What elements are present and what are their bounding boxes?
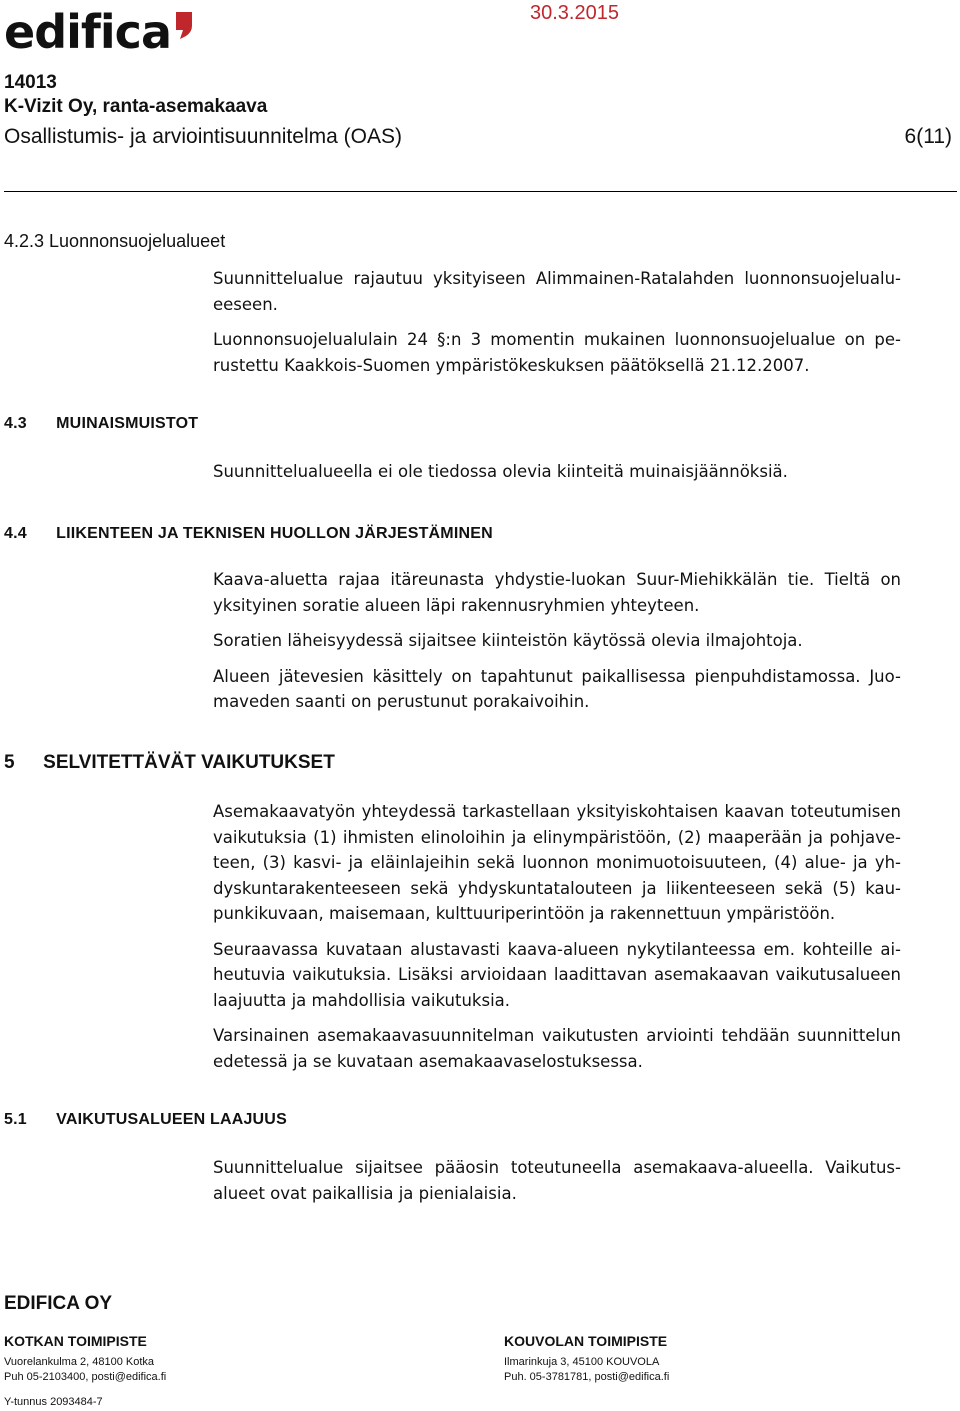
heading-number: 4.3 bbox=[4, 415, 27, 432]
section-4-2-3-body bbox=[213, 266, 901, 388]
section-4-4-body bbox=[213, 567, 901, 725]
paragraph bbox=[213, 628, 901, 654]
office-title: KOTKAN TOIMIPISTE bbox=[4, 1333, 147, 1349]
text-line: punkikuvaan, maisemaan, kulttuuriperintöön ja rakennettuun ympäristöön. bbox=[213, 904, 836, 923]
footer-company-name: EDIFICA OY bbox=[4, 1293, 113, 1314]
office-contact: Puh 05-2103400, posti@edifica.fi bbox=[4, 1371, 167, 1383]
heading-title: VAIKUTUSALUEEN LAAJUUS bbox=[56, 1111, 287, 1128]
paragraph bbox=[213, 1023, 901, 1074]
paragraph bbox=[213, 799, 901, 927]
text-line: Asemakaavatyön yhteydessä tarkastellaan yksityiskohtaisen kaavan toteutumisen bbox=[213, 802, 901, 821]
text-line: vaikutuksia (1) ihmisten elinoloihin ja elinympäristöön, (2) maaperään ja pohjave- bbox=[213, 827, 901, 847]
text-line: heutuvia vaikutuksia. Lisäksi arvioidaan laadittavan asemakaavan vaikutusalueen bbox=[213, 965, 901, 984]
footer-office-kotka bbox=[4, 1333, 166, 1385]
paragraph bbox=[213, 567, 901, 618]
section-4-3-body bbox=[213, 459, 901, 485]
office-address: Vuorelankulma 2, 48100 Kotka bbox=[4, 1356, 155, 1368]
project-number: 14013 bbox=[4, 72, 57, 93]
heading-number: 4.4 bbox=[4, 525, 27, 542]
heading-4-2-3: 4.2.3 Luonnonsuojelualueet bbox=[4, 231, 226, 251]
heading-4-4 bbox=[4, 523, 493, 545]
document-type: Osallistumis- ja arviointisuunnitelma (OAS) bbox=[4, 125, 402, 148]
text-line: maveden saanti on perustunut porakaivoihin. bbox=[213, 692, 590, 711]
project-name: K-Vizit Oy, ranta-asemakaava bbox=[4, 96, 268, 117]
text-line: eeseen. bbox=[213, 294, 278, 314]
text-line: Varsinainen asemakaavasuunnitelman vaikutusten arviointi tehdään suunnittelun bbox=[213, 1026, 901, 1045]
text-line: laajuutta ja mahdollisia vaikutuksia. bbox=[213, 990, 511, 1010]
section-5-body bbox=[213, 799, 901, 1084]
page-number: 6(11) bbox=[904, 125, 952, 148]
heading-title: SELVITETTÄVÄT VAIKUTUKSET bbox=[43, 752, 335, 773]
document-date: 30.3.2015 bbox=[530, 2, 619, 24]
heading-5 bbox=[4, 751, 335, 775]
text-line: yksityinen soratie alueen läpi rakennusryhmien yhteyteen. bbox=[213, 595, 700, 615]
text-line: edetessä ja se kuvataan asemakaavaselostuksessa. bbox=[213, 1051, 643, 1071]
paragraph bbox=[213, 664, 901, 715]
heading-5-1 bbox=[4, 1109, 287, 1131]
heading-title: MUINAISMUISTOT bbox=[56, 415, 199, 432]
text-line: Alueen jätevesien käsittely on tapahtunut paikallisessa pienpuhdistamossa. Juo- bbox=[213, 666, 901, 686]
text-line: Soratien läheisyydessä sijaitsee kiinteistön käytössä olevia ilmajohtoja. bbox=[213, 631, 803, 650]
office-contact: Puh. 05-3781781, posti@edifica.fi bbox=[504, 1371, 670, 1383]
footer-office-kouvola bbox=[504, 1333, 669, 1385]
text-line: Kaava-aluetta rajaa itäreunasta yhdystie-luokan Suur-Miehikkälän tie. Tieltä on bbox=[213, 570, 901, 589]
text-line: Seuraavassa kuvataan alustavasti kaava-alueen nykytilanteessa em. kohteille ai- bbox=[213, 939, 901, 959]
office-title: KOUVOLAN TOIMIPISTE bbox=[504, 1333, 668, 1349]
heading-title: LIIKENTEEN JA TEKNISEN HUOLLON JÄRJESTÄMINEN bbox=[56, 525, 493, 542]
paragraph bbox=[213, 266, 901, 317]
text-line: dyskuntarakenteeseen sekä yhdyskuntatalouteen ja liikenteeseen sekä (5) kau- bbox=[213, 878, 901, 898]
logo-text: edifica bbox=[4, 5, 171, 59]
logo-mark-icon bbox=[172, 10, 194, 40]
text-line: teen, (3) kasvi- ja eläinlajeihin sekä luonnon monimuotoisuuteen, (4) alue- ja yh- bbox=[213, 853, 901, 872]
heading-4-3 bbox=[4, 413, 198, 435]
text-line: alueet ovat paikallisia ja pienialaisia. bbox=[213, 1183, 517, 1203]
heading-number: 5 bbox=[4, 752, 15, 773]
text-line: rustettu Kaakkois-Suomen ympäristökeskuksen päätöksellä 21.12.2007. bbox=[213, 355, 810, 375]
business-id: Y-tunnus 2093484-7 bbox=[4, 1396, 103, 1408]
text-line: Suunnittelualue sijaitsee pääosin toteutuneella asemakaava-alueella. Vaikutus- bbox=[213, 1158, 901, 1177]
text-line: Luonnonsuojelualulain 24 §:n 3 momentin mukainen luonnonsuojelualue on pe- bbox=[213, 330, 901, 349]
heading-number: 5.1 bbox=[4, 1111, 27, 1128]
text-line: Suunnittelualueella ei ole tiedossa olevia kiinteitä muinaisjäännöksiä. bbox=[213, 462, 788, 481]
paragraph bbox=[213, 937, 901, 1014]
header-divider bbox=[4, 191, 957, 192]
office-address: Ilmarinkuja 3, 45100 KOUVOLA bbox=[504, 1356, 660, 1368]
paragraph bbox=[213, 327, 901, 378]
edifica-logo bbox=[4, 4, 171, 60]
text-line: Suunnittelualue rajautuu yksityiseen Alimmainen-Ratalahden luonnonsuojelualu- bbox=[213, 269, 901, 288]
section-5-1-body bbox=[213, 1155, 901, 1206]
